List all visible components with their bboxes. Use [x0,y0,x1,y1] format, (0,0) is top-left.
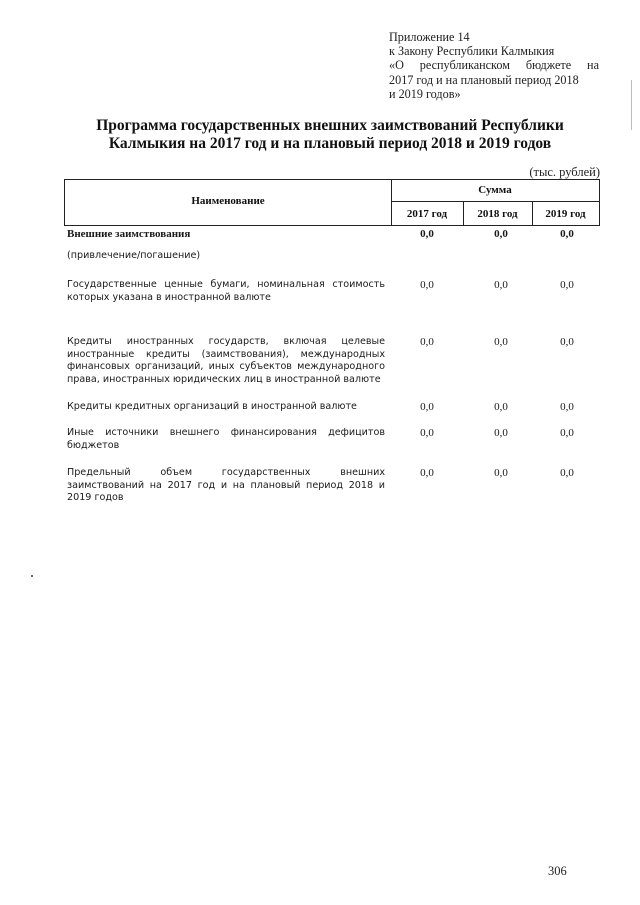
header-year-2018: 2018 год [477,208,518,220]
row-name: Внешние заимствования [67,228,191,240]
row-name: Кредиты кредитных организаций в иностранной валюте [67,401,357,412]
row-value-2018: 0,0 [494,336,508,348]
units-label: (тыс. рублей) [529,165,600,179]
header-sum: Сумма [478,184,512,196]
row-value-2018: 0,0 [494,228,508,240]
row-value-2019: 0,0 [560,279,574,291]
row-value-2019: 0,0 [560,401,574,413]
row-value-2017: 0,0 [420,279,434,291]
row-value-2019: 0,0 [560,427,574,439]
appendix-line: «О республиканском бюджете на [389,58,599,73]
row-value-2017: 0,0 [420,336,434,348]
row-value-2018: 0,0 [494,401,508,413]
row-name: Иные источники внешнего финансирования дефицитов бюджетов [67,427,385,451]
scan-edge-mark [631,80,632,130]
row-value-2018: 0,0 [494,279,508,291]
row-name: (привлечение/погашение) [67,250,201,261]
row-value-2019: 0,0 [560,336,574,348]
appendix-line: Приложение 14 [389,30,470,44]
row-value-2018: 0,0 [494,467,508,479]
page-number: 306 [548,864,567,878]
row-name: Предельный объем государственных внешних заимствований на 2017 год и на плановый период 2018 и 2019 годов [67,467,385,504]
row-value-2017: 0,0 [420,401,434,413]
appendix-line: 2017 год и на плановый период 2018 [389,72,579,87]
header-name: Наименование [191,195,265,207]
page-title [70,117,590,153]
row-value-2017: 0,0 [420,228,434,240]
header-year-2017: 2017 год [406,208,448,220]
row-value-2017: 0,0 [420,427,434,439]
row-value-2017: 0,0 [420,467,434,479]
appendix-line: и 2019 годов» [389,86,461,101]
scan-speck [31,575,33,577]
title-line: Программа государственных внешних заимствований Республики [96,117,564,134]
row-value-2019: 0,0 [560,228,574,240]
appendix-line: к Закону Республики Калмыкия [389,44,555,59]
title-line: Калмыкия на 2017 год и на плановый период 2018 и 2019 годов [108,135,552,152]
row-value-2019: 0,0 [560,467,574,479]
appendix-note [389,30,599,101]
row-name: Государственные ценные бумаги, номинальная стоимость которых указана в иностранной валюте [67,279,385,303]
row-value-2018: 0,0 [494,427,508,439]
table-divider [391,201,599,202]
table-header [64,179,600,226]
header-year-2019: 2019 год [545,208,586,220]
row-name: Кредиты иностранных государств, включая целевые иностранные кредиты (заимствования), международных финансовых организаций, иных субъектов международного права, иностранных юридических лиц в иностранной валюте [67,336,385,385]
